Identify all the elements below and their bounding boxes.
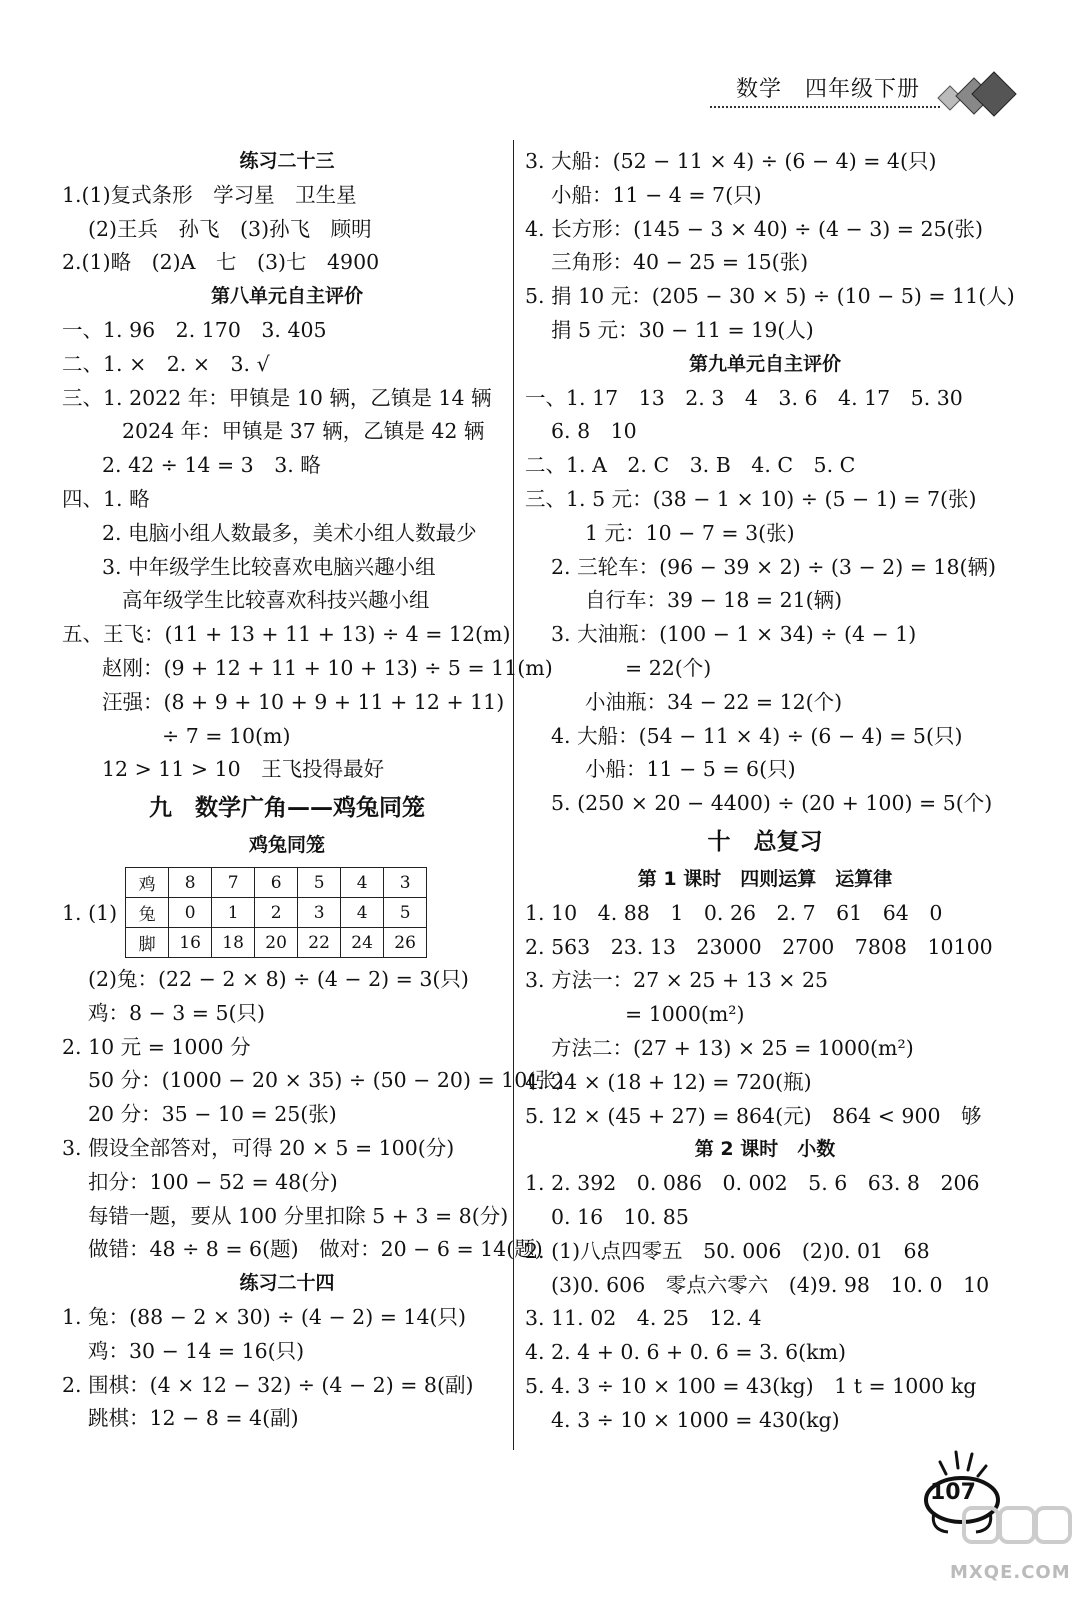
answer-line: 2. 42 ÷ 14 = 3 3. 略 — [102, 453, 321, 478]
table-cell: 20 — [255, 928, 298, 958]
left-column — [62, 145, 564, 1436]
answer-line: 2. (1)八点四零五 50. 006 (2)0. 01 68 — [525, 1238, 930, 1263]
answer-line: 2. 563 23. 13 23000 2700 7808 10100 — [525, 934, 993, 959]
table-cell: 26 — [384, 928, 427, 958]
table-cell: 1 — [212, 898, 255, 928]
answer-line: 5. 4. 3 ÷ 10 × 100 = 43(kg) 1 t = 1000 kg — [525, 1373, 977, 1398]
answer-line: 每错一题，要从 100 分里扣除 5 + 3 = 8(分) — [88, 1203, 509, 1228]
table-cell: 7 — [212, 868, 255, 898]
answer-line: 四、1. 略 — [62, 486, 150, 511]
answer-line: 汪强：(8 + 9 + 10 + 9 + 11 + 12 + 11) — [102, 689, 505, 714]
table-cell: 18 — [212, 928, 255, 958]
answer-line: 3. 大船：(52 − 11 × 4) ÷ (6 − 4) = 4(只) — [525, 149, 937, 173]
table-cell: 3 — [298, 898, 341, 928]
answer-line: 鸡：30 − 14 = 16(只) — [88, 1338, 305, 1363]
answer-line: 三角形：40 − 25 = 15(张) — [551, 250, 809, 275]
table-cell: 8 — [169, 868, 212, 898]
answer-line: (3)0. 606 零点六零六 (4)9. 98 10. 0 10 — [551, 1272, 990, 1297]
answer-line: 高年级学生比较喜欢科技兴趣小组 — [122, 588, 430, 613]
table-cell: 2 — [255, 898, 298, 928]
answer-line: 做错：48 ÷ 8 = 6(题) 做对：20 − 6 = 14(题) — [88, 1237, 543, 1262]
answer-line: 1.(1)复式条形 学习星 卫生星 — [62, 182, 357, 207]
answer-line: 4. 24 × (18 + 12) = 720(瓶) — [525, 1069, 812, 1094]
answer-line: 3. 方法一：27 × 25 + 13 × 25 — [525, 968, 829, 993]
table-cell: 16 — [169, 928, 212, 958]
answer-line: 4. 长方形：(145 − 3 × 40) ÷ (4 − 3) = 25(张) — [525, 216, 984, 241]
answer-line: 赵刚：(9 + 12 + 11 + 10 + 13) ÷ 5 = 11(m) — [102, 655, 553, 680]
answer-line: 1. 10 4. 88 1 0. 26 2. 7 61 64 0 — [525, 900, 943, 925]
header-title: 数学 四年级下册 — [736, 77, 921, 102]
table-row — [126, 928, 427, 958]
section-heading: 第八单元自主评价 — [210, 285, 363, 308]
answer-line: 方法二：(27 + 13) × 25 = 1000(m²) — [551, 1035, 914, 1060]
table-cell: 5 — [298, 868, 341, 898]
answer-line: 4. 大船：(54 − 11 × 4) ÷ (6 − 4) = 5(只) — [551, 723, 963, 748]
answer-line: 50 分：(1000 − 20 × 35) ÷ (50 − 20) = 10(张) — [88, 1068, 564, 1093]
table-cell: 24 — [341, 928, 384, 958]
answer-line: 2. 10 元 = 1000 分 — [62, 1034, 251, 1059]
section-heading: 练习二十三 — [239, 150, 335, 172]
answer-line: 2024 年：甲镇是 37 辆，乙镇是 42 辆 — [122, 419, 485, 444]
table-cell: 鸡 — [126, 868, 169, 898]
answer-line: ÷ 7 = 10(m) — [162, 723, 291, 748]
answer-line: 1. 2. 392 0. 086 0. 002 5. 6 63. 8 206 — [525, 1171, 980, 1196]
diamond-decoration-icon — [928, 66, 1018, 126]
answer-line: 5. (250 × 20 − 4400) ÷ (20 + 100) = 5(个) — [551, 791, 993, 816]
answer-line: 捐 5 元：30 − 11 = 19(人) — [551, 317, 814, 342]
answer-line: 20 分：35 − 10 = 25(张) — [88, 1102, 337, 1127]
answer-line: 自行车：39 − 18 = 21(辆) — [585, 588, 843, 613]
answer-line: 扣分：100 − 52 = 48(分) — [88, 1169, 338, 1194]
answer-line: 3. 11. 02 4. 25 12. 4 — [525, 1306, 762, 1331]
table-cell: 兔 — [126, 898, 169, 928]
answer-line: 鸡：8 − 3 = 5(只) — [88, 1000, 266, 1025]
answer-line: 小船：11 − 5 = 6(只) — [585, 757, 796, 782]
answer-line: = 1000(m²) — [625, 1002, 745, 1027]
answer-line: 6. 8 10 — [551, 419, 637, 444]
answer-line: 跳棋：12 − 8 = 4(副) — [88, 1406, 299, 1431]
table-cell: 4 — [341, 868, 384, 898]
answer-line: 4. 2. 4 + 0. 6 + 0. 6 = 3. 6(km) — [525, 1340, 847, 1365]
answer-line: 5. 捐 10 元：(205 − 30 × 5) ÷ (10 − 5) = 11(人) — [525, 284, 1015, 309]
answer-line: 一、1. 96 2. 170 3. 405 — [62, 317, 327, 342]
answer-line: 一、1. 17 13 2. 3 4 3. 6 4. 17 5. 30 — [525, 385, 963, 410]
answer-line: 3. 中年级学生比较喜欢电脑兴趣小组 — [102, 554, 436, 579]
table-cell: 0 — [169, 898, 212, 928]
answer-line: 0. 16 10. 85 — [551, 1204, 689, 1229]
table-cell: 脚 — [126, 928, 169, 958]
section-heading: 第 2 课时 小数 — [694, 1138, 836, 1161]
table-cell: 6 — [255, 868, 298, 898]
table-row — [126, 868, 427, 898]
right-column — [525, 145, 1015, 1437]
answer-line: 1 元：10 − 7 = 3(张) — [585, 520, 795, 545]
answer-line: = 22(个) — [625, 655, 712, 680]
table-cell: 5 — [384, 898, 427, 928]
answer-line: 2. 围棋：(4 × 12 − 32) ÷ (4 − 2) = 8(副) — [62, 1372, 474, 1397]
page-number: 107 — [930, 1480, 976, 1505]
header-rule — [710, 106, 940, 108]
section-heading: 第 1 课时 四则运算 运算律 — [637, 867, 893, 890]
answer-line: 五、王飞：(11 + 13 + 11 + 13) ÷ 4 = 12(m) — [62, 622, 511, 647]
table-row — [126, 898, 427, 928]
answer-line: 3. 大油瓶：(100 − 1 × 34) ÷ (4 − 1) — [551, 622, 917, 647]
chapter-heading: 十 总复习 — [707, 828, 823, 855]
answer-line: (2)王兵 孙飞 (3)孙飞 顾明 — [88, 216, 372, 241]
table-cell: 4 — [341, 898, 384, 928]
watermark-text: MXQE.COM — [950, 1562, 1071, 1583]
answer-line: 2.(1)略 (2)A 七 (3)七 4900 — [62, 250, 380, 275]
chapter-heading: 九 数学广角——鸡兔同笼 — [149, 795, 425, 822]
watermark-logo-icon — [960, 1500, 1074, 1600]
answer-line: 三、1. 2022 年：甲镇是 10 辆，乙镇是 14 辆 — [62, 385, 492, 410]
answer-line: 小船：11 − 4 = 7(只) — [551, 182, 762, 207]
answer-line: 小油瓶：34 − 22 = 12(个) — [585, 689, 843, 714]
section-heading: 第九单元自主评价 — [688, 352, 841, 375]
table-cell: 22 — [298, 928, 341, 958]
answer-line: 3. 假设全部答对，可得 20 × 5 = 100(分) — [62, 1135, 455, 1160]
chicken-rabbit-table — [125, 867, 427, 958]
answer-line: 2. 三轮车：(96 − 39 × 2) ÷ (3 − 2) = 18(辆) — [551, 554, 996, 579]
answer-line: 2. 电脑小组人数最多，美术小组人数最少 — [102, 520, 477, 545]
answer-line: 1. 兔：(88 − 2 × 30) ÷ (4 − 2) = 14(只) — [62, 1304, 466, 1329]
answer-line: 4. 3 ÷ 10 × 1000 = 430(kg) — [551, 1407, 840, 1432]
answer-line: 三、1. 5 元：(38 − 1 × 10) ÷ (5 − 1) = 7(张) — [525, 486, 977, 511]
answer-line: 二、1. A 2. C 3. B 4. C 5. C — [525, 453, 856, 478]
answer-line: 5. 12 × (45 + 27) = 864(元) 864 < 900 够 — [525, 1103, 982, 1128]
table-cell: 3 — [384, 868, 427, 898]
answer-line: 12 > 11 > 10 王飞投得最好 — [102, 757, 385, 782]
answer-line: 二、1. × 2. × 3. √ — [62, 351, 270, 376]
table-question — [62, 863, 512, 963]
section-heading: 练习二十四 — [239, 1272, 335, 1295]
table-label: 1. (1) — [62, 900, 118, 925]
page-header — [700, 62, 1040, 142]
answer-line: (2)兔：(22 − 2 × 8) ÷ (4 − 2) = 3(只) — [88, 966, 469, 991]
section-heading: 鸡兔同笼 — [248, 834, 325, 857]
